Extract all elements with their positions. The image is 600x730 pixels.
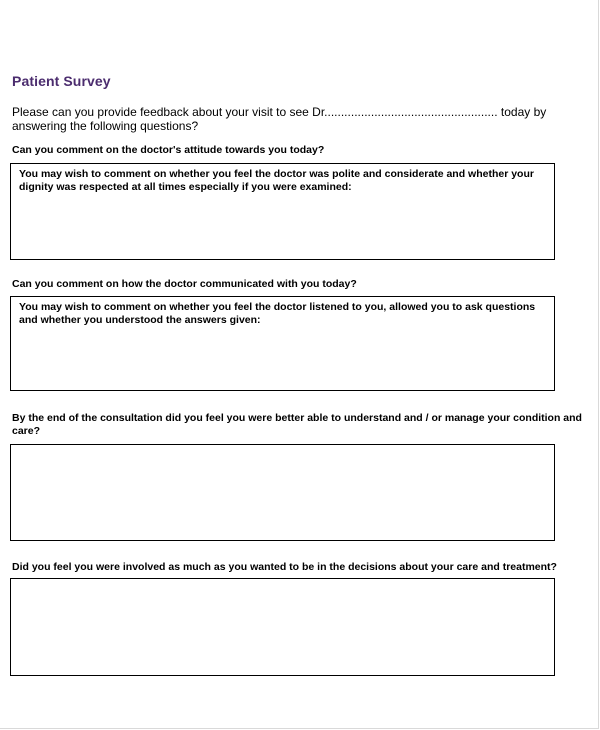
question-2-label: Can you comment on how the doctor communicated with you today? xyxy=(12,278,357,290)
question-3-label: By the end of the consultation did you feel you were better able to understand and / or manage your condition and care? xyxy=(12,412,582,437)
answer-box-2[interactable] xyxy=(10,296,555,391)
page-title: Patient Survey xyxy=(12,73,111,89)
intro-text: Please can you provide feedback about your visit to see Dr.................................................... today by answering the following questions? xyxy=(12,105,547,133)
answer-box-4[interactable] xyxy=(10,578,555,676)
answer-box-3[interactable] xyxy=(10,444,555,541)
answer-box-2-hint: You may wish to comment on whether you feel the doctor listened to you, allowed you to ask questions and whether you understood the answers given: xyxy=(19,301,536,326)
answer-box-1[interactable] xyxy=(10,163,555,260)
answer-box-1-hint: You may wish to comment on whether you feel the doctor was polite and considerate and whether your dignity was respected at all times especially if you were examined: xyxy=(19,168,534,193)
question-4-label: Did you feel you were involved as much as you wanted to be in the decisions about your care and treatment? xyxy=(12,561,557,573)
question-1-label: Can you comment on the doctor's attitude towards you today? xyxy=(12,144,325,156)
